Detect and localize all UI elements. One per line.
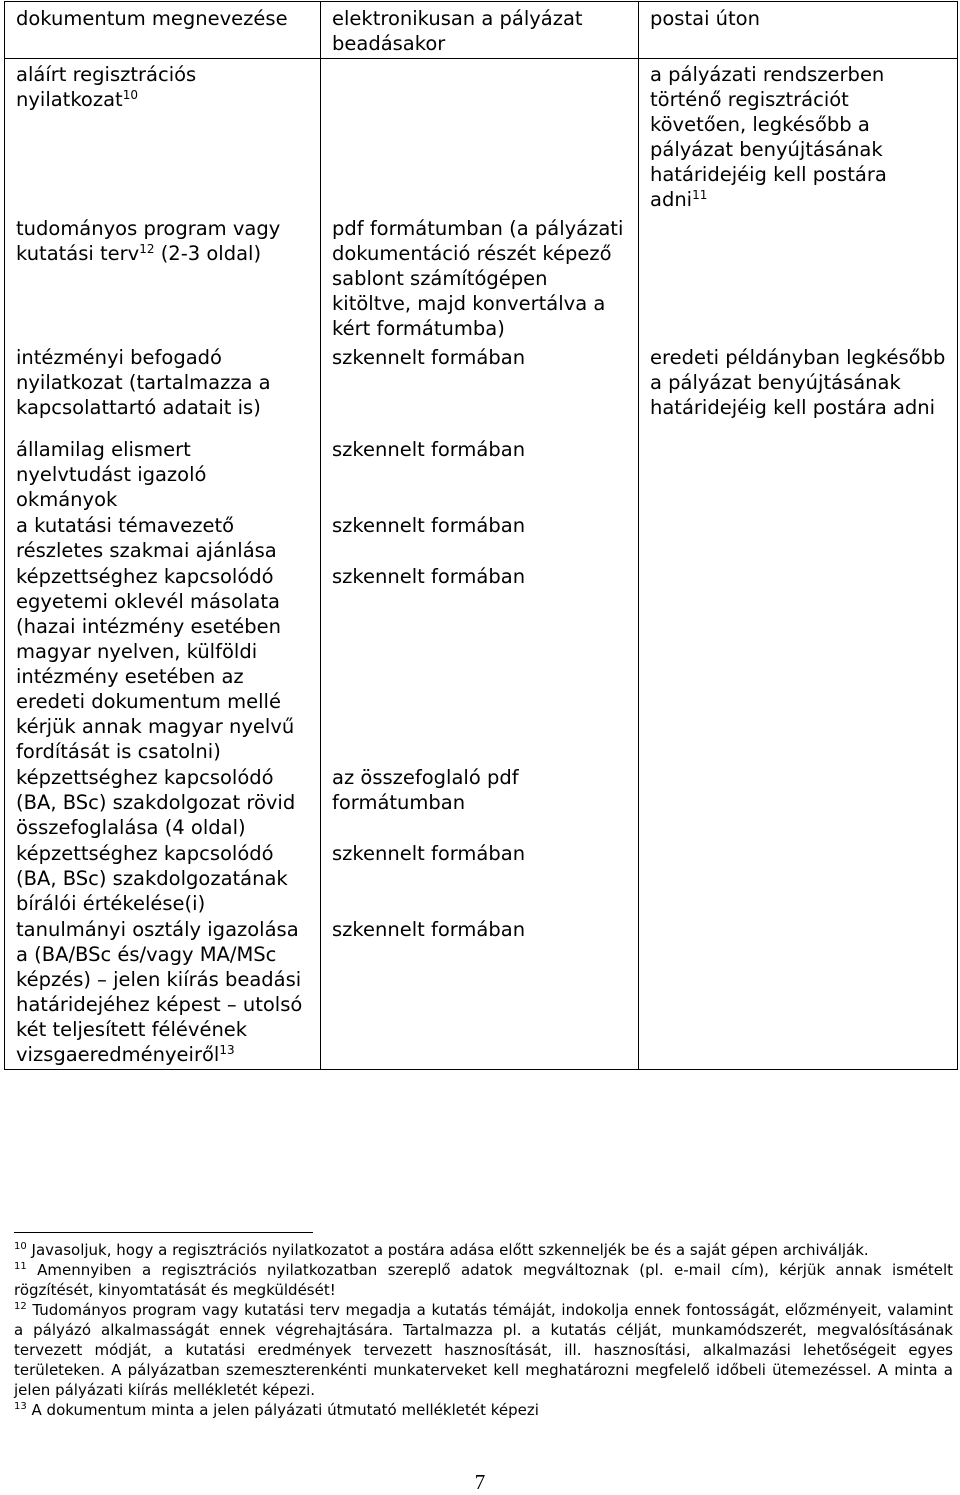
postal-cell <box>639 765 958 841</box>
doc-cell: képzettséghez kapcsolódó (BA, BSc) szakdolgozat rövid összefoglalása (4 oldal) <box>5 765 321 841</box>
footnote-ref: 10 <box>122 88 138 102</box>
postal-cell <box>639 564 958 765</box>
header-document-name: dokumentum megnevezése <box>5 2 321 59</box>
footnote-number: 13 <box>14 1401 27 1412</box>
footnote-text: A dokumentum minta a jelen pályázati útmutató mellékletét képezi <box>31 1401 539 1419</box>
table-header-row <box>5 2 958 59</box>
documents-table <box>4 1 958 1070</box>
doc-name: aláírt regisztrációs nyilatkozat <box>16 63 197 111</box>
doc-cell: intézményi befogadó nyilatkozat (tartalmazza a kapcsolattartó adatait is) <box>5 342 321 434</box>
doc-cell <box>5 213 321 342</box>
table-row <box>5 841 958 917</box>
footnote <box>14 1400 953 1420</box>
electronic-cell: szkennelt formában <box>321 434 639 513</box>
footnote <box>14 1260 953 1300</box>
footnotes <box>14 1240 953 1420</box>
postal-cell <box>639 841 958 917</box>
footnote-ref: 11 <box>692 188 708 202</box>
doc-name-suffix: (2-3 oldal) <box>154 242 262 265</box>
electronic-cell: az összefoglaló pdf formátumban <box>321 765 639 841</box>
footnote-separator <box>14 1232 313 1233</box>
table-row <box>5 765 958 841</box>
footnote <box>14 1300 953 1400</box>
footnote-number: 10 <box>14 1241 27 1252</box>
electronic-cell: szkennelt formában <box>321 342 639 434</box>
page-number: 7 <box>474 1470 486 1494</box>
postal-text: a pályázati rendszerben történő regisztrációt követően, legkésőbb a pályázat benyújtásának határidejéig kell postára adni <box>650 63 887 211</box>
doc-cell: államilag elismert nyelvtudást igazoló okmányok <box>5 434 321 513</box>
table-row <box>5 917 958 1070</box>
electronic-cell <box>321 59 639 214</box>
table-row <box>5 213 958 342</box>
footnote-number: 12 <box>14 1301 27 1312</box>
footnote-number: 11 <box>14 1261 27 1272</box>
doc-name: tudományos program vagy kutatási terv <box>16 217 281 265</box>
header-postal: postai úton <box>639 2 958 59</box>
electronic-cell: szkennelt formában <box>321 564 639 765</box>
electronic-cell: szkennelt formában <box>321 841 639 917</box>
footnote-ref: 12 <box>139 242 155 256</box>
postal-cell <box>639 59 958 214</box>
electronic-cell: szkennelt formában <box>321 917 639 1070</box>
footnote <box>14 1240 953 1260</box>
doc-cell: képzettséghez kapcsolódó (BA, BSc) szakdolgozatának bírálói értékelése(i) <box>5 841 321 917</box>
doc-cell: képzettséghez kapcsolódó egyetemi oklevél másolata (hazai intézmény esetében magyar nyelven, külföldi intézmény esetében az eredeti dokumentum mellé kérjük annak magyar nyelvű fordítását is csatolni) <box>5 564 321 765</box>
footnote-text: Amennyiben a regisztrációs nyilatkozatban szereplő adatok megváltoznak (pl. e-mail cím), kérjük annak ismételt rögzítését, kinyomtatását és megküldését! <box>14 1261 953 1299</box>
electronic-cell: pdf formátumban (a pályázati dokumentáció részét képező sablont számítógépen kitöltve, majd konvertálva a kért formátumba) <box>321 213 639 342</box>
postal-cell <box>639 213 958 342</box>
postal-cell <box>639 513 958 564</box>
table-row <box>5 564 958 765</box>
electronic-cell: szkennelt formában <box>321 513 639 564</box>
postal-cell <box>639 917 958 1070</box>
table-row <box>5 513 958 564</box>
postal-cell <box>639 434 958 513</box>
table-row <box>5 59 958 214</box>
table-row <box>5 434 958 513</box>
footnote-text: Javasoljuk, hogy a regisztrációs nyilatkozatot a postára adása előtt szkenneljék be és a saját gépen archiválják. <box>31 1241 869 1259</box>
footnote-text: Tudományos program vagy kutatási terv megadja a kutatás témáját, indokolja ennek fontosságát, előzményeit, valamint a pályázó alkalmasságát ennek végrehajtására. Tartalmazza pl. a kutatás célját, munkamódszerét, megvalósításának tervezett módját, a kutatási eredmények tervezett hasznosítását, ill. hasznosítási, alkalmazási lehetőségeit egyes területeken. A pályázatban szemeszterenkénti munkaterveket kell meghatározni megfelelő időbeli ütemezéssel. A minta a jelen pályázati kiírás mellékletét képezi. <box>14 1301 953 1399</box>
postal-cell: eredeti példányban legkésőbb a pályázat benyújtásának határidejéig kell postára adni <box>639 342 958 434</box>
doc-cell <box>5 917 321 1070</box>
header-electronic: elektronikusan a pályázat beadásakor <box>321 2 639 59</box>
table-row <box>5 342 958 434</box>
doc-name: tanulmányi osztály igazolása a (BA/BSc és/vagy MA/MSc képzés) – jelen kiírás beadási határidejéhez képest – utolsó két teljesített félévének vizsgaeredményeiről <box>16 918 303 1066</box>
doc-cell: a kutatási témavezető részletes szakmai ajánlása <box>5 513 321 564</box>
doc-cell <box>5 59 321 214</box>
footnote-ref: 13 <box>219 1043 235 1057</box>
